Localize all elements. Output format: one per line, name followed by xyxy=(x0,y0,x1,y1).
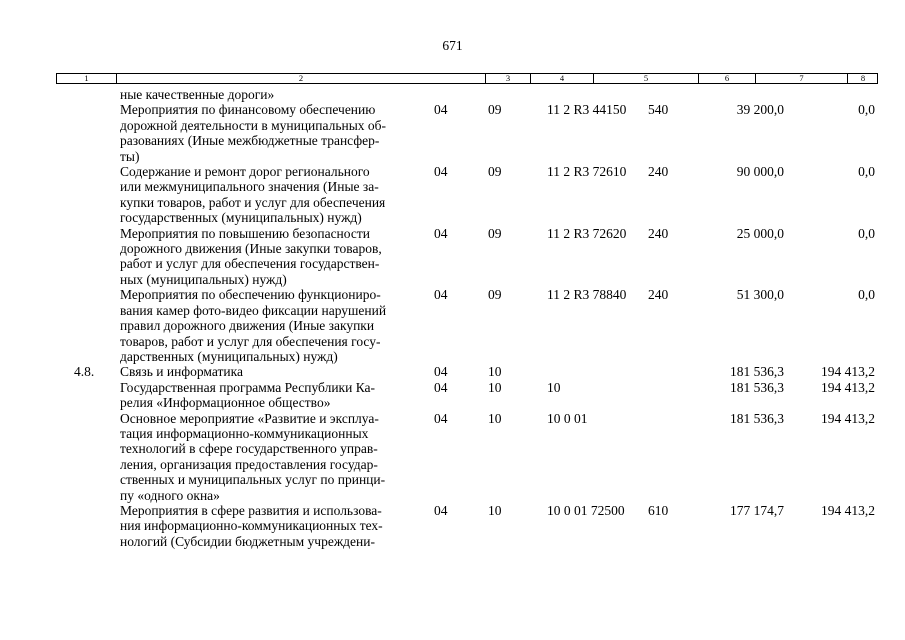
amount-year-1: 181 536,3 xyxy=(730,410,784,426)
amount-year-2: 0,0 xyxy=(858,287,875,303)
table-row xyxy=(56,380,878,411)
amount-year-2: 0,0 xyxy=(858,225,875,241)
item-name-line: вания камер фото-видео фиксации нарушений xyxy=(120,302,387,318)
column-header-5: 5 xyxy=(593,74,698,83)
subsection-code: 09 xyxy=(488,164,502,180)
item-name-line: ты) xyxy=(120,148,140,164)
item-name-line: технологий в сфере государственного управ- xyxy=(120,441,378,457)
item-name-line: Мероприятия по повышению безопасности xyxy=(120,225,370,241)
item-name xyxy=(120,87,420,102)
item-name-line: товаров, работ и услуг для обеспечения госу- xyxy=(120,333,381,349)
expense-type-code: 240 xyxy=(648,287,669,303)
item-name-line: правил дорожного движения (Иные закупки xyxy=(120,318,375,334)
item-name-line: работ и услуг для обеспечения государствен- xyxy=(120,256,380,272)
expense-type-code: 240 xyxy=(648,225,669,241)
target-article-code: 11 2 R3 44150 xyxy=(547,102,627,118)
target-article-code: 11 2 R3 72620 xyxy=(547,225,627,241)
amount-year-1: 90 000,0 xyxy=(736,164,784,180)
item-name-line: релия «Информационное общество» xyxy=(120,395,331,411)
item-name-line: купки товаров, работ и услуг для обеспечения xyxy=(120,194,386,210)
subsection-code: 10 xyxy=(488,502,502,518)
expense-type-code: 240 xyxy=(648,164,669,180)
item-name xyxy=(120,503,420,549)
table-row xyxy=(56,503,878,549)
item-name-line: Мероприятия по финансовому обеспечению xyxy=(120,102,376,118)
item-name-line: дорожной деятельности в муниципальных об- xyxy=(120,117,387,133)
subsection-code: 10 xyxy=(488,410,502,426)
target-article-code: 10 0 01 72500 xyxy=(547,502,625,518)
item-name-line: государственных (муниципальных) нужд) xyxy=(120,210,362,226)
amount-year-2: 194 413,2 xyxy=(821,379,875,395)
item-name xyxy=(120,226,420,288)
section-code: 04 xyxy=(434,287,448,303)
amount-year-1: 181 536,3 xyxy=(730,364,784,380)
section-code: 04 xyxy=(434,225,448,241)
item-name-line: ные качественные дороги» xyxy=(120,87,275,102)
item-name xyxy=(120,411,420,503)
target-article-code: 10 0 01 xyxy=(547,410,588,426)
column-header-2: 2 xyxy=(116,74,485,83)
item-name xyxy=(120,287,420,364)
row-number: 4.8. xyxy=(74,364,95,380)
item-name-line: ственных и муниципальных услуг по принци- xyxy=(120,472,386,488)
item-name-line: тация информационно-коммуникационных xyxy=(120,425,369,441)
amount-year-1: 181 536,3 xyxy=(730,379,784,395)
item-name xyxy=(120,364,420,379)
item-name-line: ных (муниципальных) нужд) xyxy=(120,271,287,287)
subsection-code: 09 xyxy=(488,287,502,303)
amount-year-2: 194 413,2 xyxy=(821,364,875,380)
item-name-line: Содержание и ремонт дорог регионального xyxy=(120,164,370,180)
table-row xyxy=(56,411,878,503)
amount-year-1: 39 200,0 xyxy=(736,102,784,118)
target-article-code: 10 xyxy=(547,379,561,395)
column-header-8: 8 xyxy=(847,74,878,83)
item-name xyxy=(120,102,420,164)
amount-year-1: 51 300,0 xyxy=(736,287,784,303)
section-code: 04 xyxy=(434,410,448,426)
subsection-code: 09 xyxy=(488,225,502,241)
column-header-4: 4 xyxy=(530,74,593,83)
subsection-code: 10 xyxy=(488,379,502,395)
table-row xyxy=(56,87,878,102)
section-code: 04 xyxy=(434,502,448,518)
item-name-line: дорожного движения (Иные закупки товаров, xyxy=(120,241,382,257)
section-code: 04 xyxy=(434,102,448,118)
amount-year-2: 194 413,2 xyxy=(821,502,875,518)
item-name-line: ния информационно-коммуникационных тех- xyxy=(120,518,383,534)
item-name-line: пу «одного окна» xyxy=(120,487,220,503)
column-header-1: 1 xyxy=(84,73,89,83)
item-name-line: или межмуниципального значения (Иные за- xyxy=(120,179,379,195)
subsection-code: 10 xyxy=(488,364,502,380)
item-name-line: разованиях (Иные межбюджетные трансфер- xyxy=(120,133,380,149)
item-name xyxy=(120,164,420,226)
target-article-code: 11 2 R3 72610 xyxy=(547,164,627,180)
amount-year-1: 177 174,7 xyxy=(730,502,784,518)
column-header-3: 3 xyxy=(485,74,530,83)
item-name-line: Мероприятия по обеспечению функциониро- xyxy=(120,287,381,303)
item-name-line: Государственная программа Республики Ка- xyxy=(120,379,376,395)
expense-type-code: 610 xyxy=(648,502,669,518)
table-row xyxy=(56,287,878,364)
item-name-line: ления, организация предоставления государ- xyxy=(120,456,378,472)
item-name-line: дарственных (муниципальных) нужд) xyxy=(120,348,338,364)
item-name-line: Основное мероприятие «Развитие и эксплуа- xyxy=(120,410,379,426)
column-header-6: 6 xyxy=(698,74,755,83)
amount-year-2: 194 413,2 xyxy=(821,410,875,426)
expense-type-code: 540 xyxy=(648,102,669,118)
target-article-code: 11 2 R3 78840 xyxy=(547,287,627,303)
table-row xyxy=(56,226,878,288)
budget-table-body xyxy=(56,87,878,549)
item-name-line: нологий (Субсидии бюджетным учреждени- xyxy=(120,533,375,549)
item-name-line: Мероприятия в сфере развития и использова- xyxy=(120,502,382,518)
column-number-header xyxy=(56,73,878,84)
section-code: 04 xyxy=(434,164,448,180)
table-row xyxy=(56,364,878,379)
table-row xyxy=(56,102,878,164)
section-code: 04 xyxy=(434,364,448,380)
item-name xyxy=(120,380,420,411)
section-code: 04 xyxy=(434,379,448,395)
subsection-code: 09 xyxy=(488,102,502,118)
item-name-line: Связь и информатика xyxy=(120,364,243,380)
table-row xyxy=(56,164,878,226)
amount-year-2: 0,0 xyxy=(858,164,875,180)
amount-year-2: 0,0 xyxy=(858,102,875,118)
page-number: 671 xyxy=(442,38,463,53)
amount-year-1: 25 000,0 xyxy=(736,225,784,241)
column-header-7: 7 xyxy=(755,74,847,83)
